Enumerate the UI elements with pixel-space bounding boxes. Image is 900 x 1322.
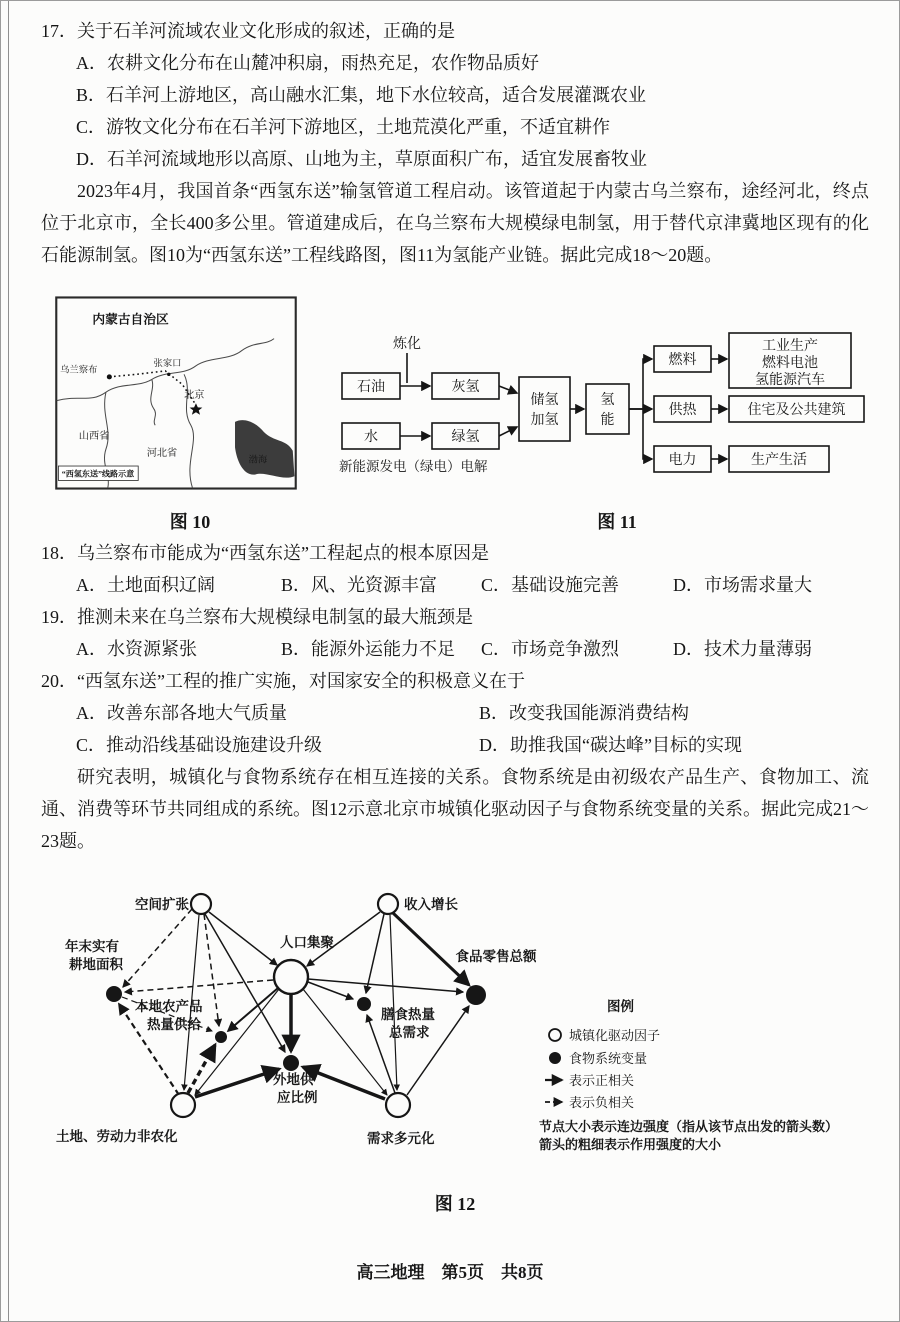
figures-row <box>55 279 869 507</box>
figure-11-caption: 图 11 <box>597 512 637 532</box>
label-farmland-1: 年末实有 <box>65 939 119 954</box>
question-18-option-a: A．土地面积辽阔 <box>76 575 215 595</box>
figure-11-flowchart <box>337 331 869 483</box>
legend-note-1: 节点大小表示连边强度（指从该节点出发的箭头数） <box>539 1119 839 1134</box>
node-external-supply-ratio <box>283 1055 299 1071</box>
map-label-shanxi: 山西省 <box>78 430 110 442</box>
question-17-option-a: A．农耕文化分布在山麓冲积扇，雨热充足，农作物品质好 <box>76 53 539 73</box>
node-income-growth <box>378 894 398 914</box>
label-oil: 石油 <box>357 380 385 395</box>
question-20-options-row-2 <box>41 729 869 761</box>
label-storage-1: 储氢 <box>530 393 559 408</box>
figure-12-legend <box>539 998 838 1152</box>
passage-hydrogen: 2023年4月，我国首条“西氢东送”输氢管道工程启动。该管道起于内蒙古乌兰察布，途经河北，终点位于北京市，全长400多公里。管道建成后，在乌兰察布大规模绿电制氢，用于替代京津冀地区现有的化石能源制氢。图10为“西氢东送”工程线路图，图11为氢能产业链。据此完成18～20题。 <box>41 181 869 265</box>
question-20-stem: 20．“西氢东送”工程的推广实施，对国家安全的积极意义在于 <box>41 671 525 691</box>
label-power: 电力 <box>668 453 697 468</box>
legend-positive-label: 表示正相关 <box>569 1073 635 1088</box>
figure-12-network <box>51 877 896 1175</box>
question-17-option-d: D．石羊河流域地形以高原、山地为主，草原面积广布，适宜发展畜牧业 <box>76 149 647 169</box>
label-local-2: 热量供给 <box>147 1017 201 1032</box>
label-farmland-2: 耕地面积 <box>69 957 123 972</box>
map-label-beijing: 北京 <box>184 390 205 402</box>
question-18-option-d: D．市场需求量大 <box>673 575 812 595</box>
label-electrolysis: 新能源发电（绿电）电解 <box>339 459 488 474</box>
node-nonagricultural <box>171 1093 195 1117</box>
figure-11-wrap <box>337 331 869 493</box>
label-storage-2: 加氢 <box>530 413 559 428</box>
figure-12-caption: 图 12 <box>434 1194 476 1214</box>
question-20-option-d: D．助推我国“碳达峰”目标的实现 <box>479 735 742 755</box>
question-20-option-a: A．改善东部各地大气质量 <box>76 703 287 723</box>
page-footer: 高三地理 第5页 共8页 <box>356 1263 544 1282</box>
label-local-1: 本地农产品 <box>135 999 203 1014</box>
figure-10-map <box>55 279 297 507</box>
bohai-sea-shape <box>235 420 294 478</box>
question-18-option-c: C．基础设施完善 <box>481 575 620 595</box>
node-demand-diversification <box>386 1093 410 1117</box>
label-h2-2: 能 <box>600 413 615 428</box>
question-19 <box>41 601 869 665</box>
legend-negative-label: 表示负相关 <box>569 1095 635 1110</box>
question-19-options <box>41 633 869 665</box>
question-19-option-d: D．技术力量薄弱 <box>673 639 812 659</box>
question-20-options-row-1 <box>41 697 869 729</box>
map-label-hebei: 河北省 <box>146 447 178 459</box>
question-19-stem: 19．推测未来在乌兰察布大规模绿电制氢的最大瓶颈是 <box>41 607 473 627</box>
legend-open-circle-icon <box>549 1029 561 1041</box>
label-green-h2: 绿氢 <box>451 430 480 445</box>
node-population-agglomeration <box>274 960 308 994</box>
question-17-options <box>41 47 869 175</box>
label-industry-1: 工业生产 <box>762 339 818 354</box>
passage-food-system: 研究表明，城镇化与食物系统存在相互连接的关系。食物系统是由初级农产品生产、食物加工、流通、消费等环节共同组成的系统。图12示意北京市城镇化驱动因子与食物系统变量的关系。据此完成21～23题。 <box>41 767 869 851</box>
label-refining: 炼化 <box>393 337 421 352</box>
label-retail: 食品零售总额 <box>455 949 537 964</box>
label-space-expansion: 空间扩张 <box>135 897 189 912</box>
label-income-growth: 收入增长 <box>404 897 458 912</box>
question-17-option-c: C．游牧文化分布在石羊河下游地区，土地荒漠化严重，不适宜耕作 <box>76 117 611 137</box>
label-nonagricultural: 土地、劳动力非农化 <box>56 1129 178 1144</box>
question-17 <box>41 15 869 175</box>
question-20 <box>41 665 869 761</box>
route-chip-label: “西氢东送”线路示意 <box>61 469 135 479</box>
label-industry-2: 燃料电池 <box>762 356 818 371</box>
label-grey-h2: 灰氢 <box>451 380 480 395</box>
question-20-option-c: C．推动沿线基础设施建设升级 <box>76 735 323 755</box>
label-heating: 供热 <box>668 403 697 418</box>
question-17-stem: 17．关于石羊河流域农业文化形成的叙述，正确的是 <box>41 21 455 41</box>
label-water: 水 <box>364 430 378 445</box>
box-storage <box>519 377 570 441</box>
label-fuel: 燃料 <box>668 353 697 368</box>
question-18 <box>41 537 869 601</box>
scan-edge <box>8 1 9 1321</box>
legend-title: 图例 <box>607 999 634 1014</box>
figure-captions <box>55 507 869 537</box>
label-demand-diversification: 需求多元化 <box>367 1131 435 1146</box>
label-residential: 住宅及公共建筑 <box>747 403 846 418</box>
node-farmland-area <box>106 986 122 1002</box>
label-industry-3: 氢能源汽车 <box>755 373 825 388</box>
label-external-1: 外地供 <box>273 1072 314 1087</box>
node-space-expansion <box>191 894 211 914</box>
label-diet-2: 总需求 <box>389 1025 430 1040</box>
question-19-option-c: C．市场竞争激烈 <box>481 639 620 659</box>
label-diet-1: 膳食热量 <box>381 1007 435 1022</box>
question-19-option-b: B．能源外运能力不足 <box>281 639 456 659</box>
legend-variable-label: 食物系统变量 <box>569 1051 648 1066</box>
label-life: 生产生活 <box>751 453 807 468</box>
question-20-option-b: B．改变我国能源消费结构 <box>479 703 690 723</box>
question-17-option-b: B．石羊河上游地区，高山融水汇集，地下水位较高，适合发展灌溉农业 <box>76 85 647 105</box>
question-18-options <box>41 569 869 601</box>
node-diet-calorie-demand <box>357 997 371 1011</box>
map-label-region: 内蒙古自治区 <box>92 312 169 327</box>
node-local-calorie-supply <box>215 1031 227 1043</box>
question-18-stem: 18．乌兰察布市能成为“西氢东送”工程起点的根本原因是 <box>41 543 489 563</box>
map-label-zhangjiakou: 张家口 <box>153 358 182 369</box>
route-legend-chip <box>58 466 138 480</box>
figure-10-caption: 图 10 <box>169 512 211 532</box>
map-label-wulanchabu: 乌兰察布 <box>60 365 98 376</box>
figure-12-wrap <box>51 877 869 1185</box>
legend-driver-label: 城镇化驱动因子 <box>569 1028 661 1043</box>
node-food-retail <box>466 985 486 1005</box>
legend-filled-circle-icon <box>549 1052 561 1064</box>
network-labels <box>56 896 537 1146</box>
label-h2-1: 氢 <box>600 393 615 408</box>
label-external-2: 应比例 <box>277 1090 318 1105</box>
beijing-star-icon <box>190 403 203 415</box>
wulanchabu-dot <box>107 374 112 379</box>
question-19-option-a: A．水资源紧张 <box>76 639 197 659</box>
legend-note-2: 箭头的粗细表示作用强度的大小 <box>539 1137 722 1152</box>
label-population: 人口集聚 <box>280 935 334 950</box>
map-label-bohai: 渤海 <box>248 455 268 466</box>
question-18-option-b: B．风、光资源丰富 <box>281 575 438 595</box>
